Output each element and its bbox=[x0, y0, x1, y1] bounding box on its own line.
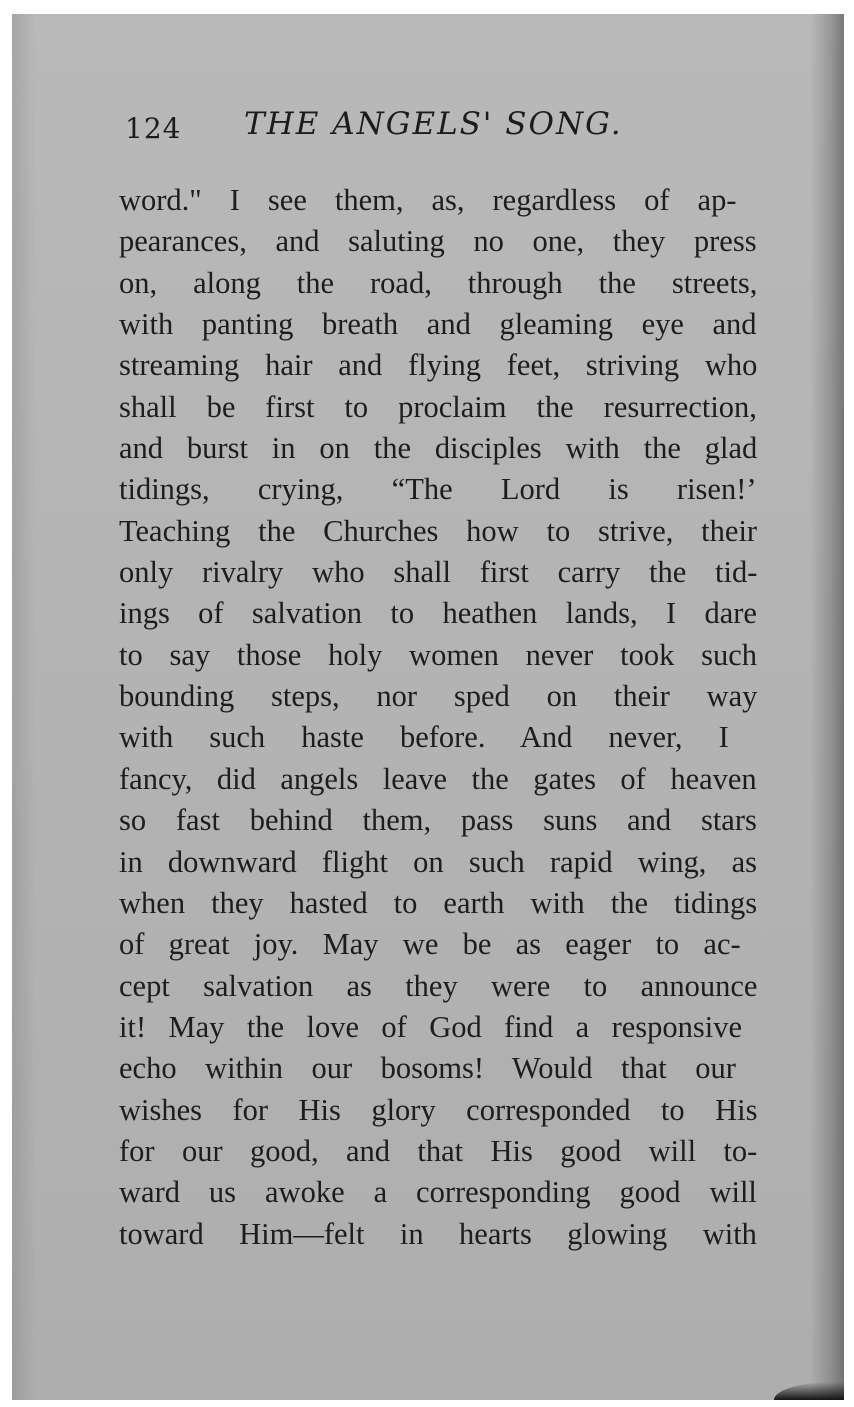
text-line: only rivalry who shall first carry the tid- bbox=[119, 555, 758, 590]
text-line: with such haste before. And never, I bbox=[119, 720, 729, 755]
text-line: echo within our bosoms! Would that our bbox=[119, 1051, 736, 1086]
text-line: to say those holy women never took such bbox=[119, 637, 758, 672]
page-edge-shadow bbox=[810, 14, 844, 1400]
text-line: pearances, and saluting no one, they press bbox=[119, 224, 757, 259]
text-line: wishes for His glory corresponded to His bbox=[119, 1092, 758, 1127]
text-line: ings of salvation to heathen lands, I dare bbox=[119, 596, 757, 631]
text-line: cept salvation as they were to announce bbox=[119, 968, 758, 1003]
text-line: with panting breath and gleaming eye and bbox=[119, 307, 757, 342]
text-line: fancy, did angels leave the gates of heaven bbox=[119, 761, 757, 796]
page-corner-curl bbox=[774, 1382, 844, 1400]
body-paragraph bbox=[119, 180, 757, 1255]
text-line: toward Him—felt in hearts glowing with bbox=[119, 1216, 757, 1251]
text-line: shall be first to proclaim the resurrection, bbox=[119, 389, 757, 424]
text-line: in downward flight on such rapid wing, as bbox=[119, 844, 758, 879]
text-line: so fast behind them, pass suns and stars bbox=[119, 803, 757, 838]
text-line: word." I see them, as, regardless of ap- bbox=[119, 183, 737, 217]
text-line: ward us awoke a corresponding good will bbox=[119, 1175, 757, 1210]
text-line: when they hasted to earth with the tidings bbox=[119, 885, 758, 920]
page-number: 124 bbox=[125, 112, 182, 145]
page-gutter-shadow bbox=[12, 14, 36, 1400]
text-line: tidings, crying, “The Lord is risen!’ bbox=[119, 472, 757, 507]
text-line: and burst in on the disciples with the glad bbox=[119, 431, 758, 466]
text-line: on, along the road, through the streets, bbox=[119, 265, 758, 300]
text-line: bounding steps, nor sped on their way bbox=[119, 679, 758, 714]
text-line: of great joy. May we be as eager to ac- bbox=[119, 927, 741, 962]
text-line: for our good, and that His good will to- bbox=[119, 1133, 758, 1168]
text-line: streaming hair and flying feet, striving who bbox=[119, 348, 758, 383]
text-line: it! May the love of God find a responsive bbox=[119, 1009, 743, 1044]
running-header bbox=[125, 106, 745, 150]
running-title: THE ANGELS' SONG. bbox=[244, 106, 623, 142]
text-line: Teaching the Churches how to strive, their bbox=[119, 513, 758, 548]
